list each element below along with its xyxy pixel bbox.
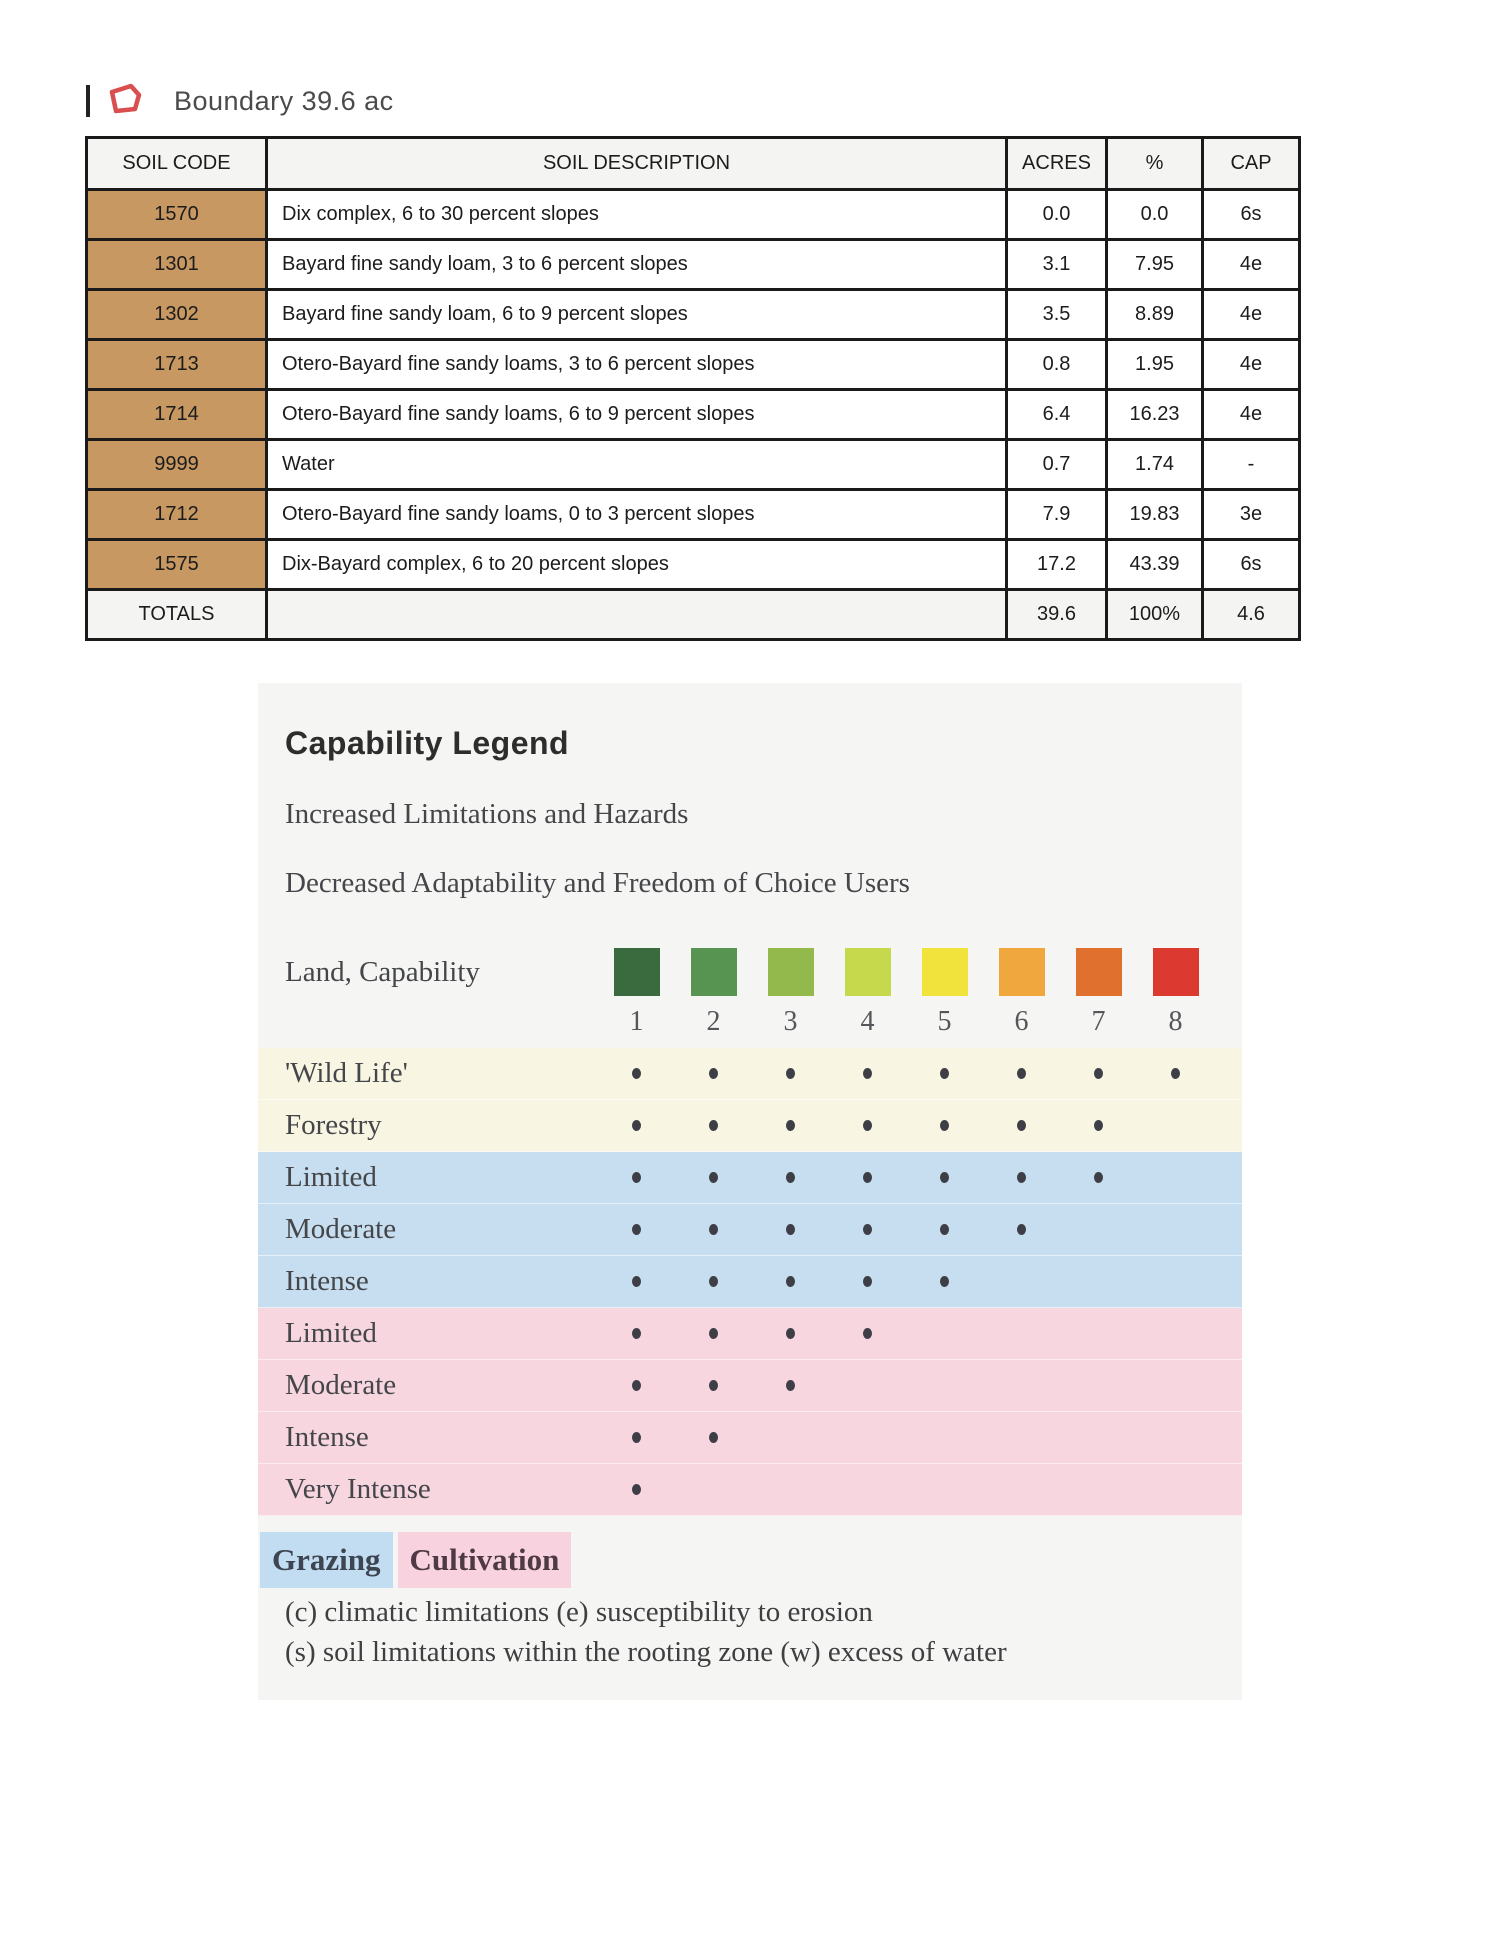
row-label: Intense	[285, 1265, 369, 1297]
acres-cell: 3.1	[1007, 240, 1107, 290]
cap-cell: 4e	[1203, 390, 1300, 440]
row-label: Moderate	[285, 1213, 397, 1245]
soil-description-cell: Dix complex, 6 to 30 percent slopes	[267, 190, 1007, 240]
soil-code-cell: 1575	[87, 540, 267, 590]
capability-swatch-3	[768, 948, 814, 996]
dot-row	[598, 1048, 1242, 1099]
page-title: Boundary 39.6 ac	[174, 85, 394, 116]
soil-code-cell: 1713	[87, 340, 267, 390]
soil-code-cell: 1714	[87, 390, 267, 440]
legend-row-grazing-limited	[258, 1152, 1242, 1204]
table-row	[87, 490, 1300, 540]
report-header	[86, 82, 394, 120]
cultivation-key-label: Cultivation	[398, 1532, 572, 1588]
dot-row	[598, 1464, 1242, 1515]
soil-description-cell: Dix-Bayard complex, 6 to 20 percent slopes	[267, 540, 1007, 590]
scale-label: Land, Capability	[285, 955, 480, 988]
row-label: Very Intense	[285, 1473, 431, 1505]
acres-cell: 0.0	[1007, 190, 1107, 240]
legend-row-grazing-intense	[258, 1256, 1242, 1308]
soil-description-cell: Bayard fine sandy loam, 3 to 6 percent slopes	[267, 240, 1007, 290]
table-header-row	[87, 138, 1300, 190]
dot-row	[598, 1100, 1242, 1151]
totals-acres: 39.6	[1007, 590, 1107, 640]
boundary-polygon-icon	[106, 82, 146, 120]
legend-title: Capability Legend	[285, 725, 570, 761]
soil-description-cell: Bayard fine sandy loam, 6 to 9 percent slopes	[267, 290, 1007, 340]
row-label: Limited	[285, 1161, 377, 1193]
cap-cell: -	[1203, 440, 1300, 490]
class-number: 4	[860, 1006, 875, 1037]
cap-cell: 4e	[1203, 290, 1300, 340]
capability-swatch-1	[614, 948, 660, 996]
row-label: Intense	[285, 1421, 369, 1453]
acres-cell: 6.4	[1007, 390, 1107, 440]
soil-code-cell: 1570	[87, 190, 267, 240]
soil-description-cell: Otero-Bayard fine sandy loams, 6 to 9 percent slopes	[267, 390, 1007, 440]
dot-row	[598, 1152, 1242, 1203]
legend-row-wildlife	[258, 1048, 1242, 1100]
soil-code-cell: 1712	[87, 490, 267, 540]
capability-swatch-2	[691, 948, 737, 996]
legend-row-cultivation-intense	[258, 1412, 1242, 1464]
table-row	[87, 390, 1300, 440]
class-number: 7	[1091, 1006, 1106, 1037]
capability-legend-panel	[258, 683, 1242, 1700]
dot-row	[598, 1204, 1242, 1255]
percent-cell: 16.23	[1107, 390, 1203, 440]
percent-cell: 8.89	[1107, 290, 1203, 340]
capability-swatch-5	[922, 948, 968, 996]
table-row	[87, 440, 1300, 490]
table-row	[87, 240, 1300, 290]
soil-description-cell: Otero-Bayard fine sandy loams, 0 to 3 percent slopes	[267, 490, 1007, 540]
legend-row-cultivation-limited	[258, 1308, 1242, 1360]
dot-row	[598, 1412, 1242, 1463]
row-label: Moderate	[285, 1369, 397, 1401]
capability-color-scale	[258, 948, 1242, 996]
dot-row	[598, 1256, 1242, 1307]
totals-percent: 100%	[1107, 590, 1203, 640]
table-row	[87, 190, 1300, 240]
footnote-line: (s) soil limitations within the rooting zone (w) excess of water	[285, 1636, 1007, 1668]
totals-description-empty	[267, 590, 1007, 640]
class-number: 1	[629, 1006, 644, 1037]
class-number: 8	[1168, 1006, 1183, 1037]
cap-cell: 3e	[1203, 490, 1300, 540]
table-row	[87, 290, 1300, 340]
legend-row-cultivation-very-intense	[258, 1464, 1242, 1516]
soil-code-cell: 1302	[87, 290, 267, 340]
legend-row-grazing-moderate	[258, 1204, 1242, 1256]
soil-description-cell: Water	[267, 440, 1007, 490]
capability-swatch-8	[1153, 948, 1199, 996]
percent-cell: 0.0	[1107, 190, 1203, 240]
legend-row-forestry	[258, 1100, 1242, 1152]
acres-cell: 0.8	[1007, 340, 1107, 390]
table-row	[87, 540, 1300, 590]
percent-cell: 19.83	[1107, 490, 1203, 540]
percent-cell: 43.39	[1107, 540, 1203, 590]
table-row	[87, 340, 1300, 390]
acres-cell: 17.2	[1007, 540, 1107, 590]
totals-cap: 4.6	[1203, 590, 1300, 640]
totals-row	[87, 590, 1300, 640]
footnote-line: (c) climatic limitations (e) susceptibility to erosion	[285, 1596, 873, 1628]
soil-code-cell: 1301	[87, 240, 267, 290]
cap-cell: 4e	[1203, 240, 1300, 290]
column-header-acres: ACRES	[1007, 138, 1107, 190]
dot-row	[598, 1308, 1242, 1359]
class-number: 2	[706, 1006, 721, 1037]
legend-subtitle-limitations: Increased Limitations and Hazards	[285, 798, 689, 830]
soil-description-cell: Otero-Bayard fine sandy loams, 3 to 6 percent slopes	[267, 340, 1007, 390]
capability-swatch-7	[1076, 948, 1122, 996]
soil-summary-table	[85, 136, 1301, 641]
column-header-soil-code: SOIL CODE	[87, 138, 267, 190]
legend-subtitle-adaptability: Decreased Adaptability and Freedom of Choice Users	[285, 867, 910, 899]
legend-row-cultivation-moderate	[258, 1360, 1242, 1412]
class-number: 3	[783, 1006, 798, 1037]
row-label: Forestry	[285, 1109, 382, 1141]
acres-cell: 3.5	[1007, 290, 1107, 340]
header-divider-bar	[86, 85, 90, 117]
cap-cell: 6s	[1203, 540, 1300, 590]
column-header-percent: %	[1107, 138, 1203, 190]
grazing-key-label: Grazing	[260, 1532, 393, 1588]
row-label: Limited	[285, 1317, 377, 1349]
column-header-cap: CAP	[1203, 138, 1300, 190]
class-number: 6	[1014, 1006, 1029, 1037]
capability-swatch-4	[845, 948, 891, 996]
percent-cell: 7.95	[1107, 240, 1203, 290]
row-label: 'Wild Life'	[285, 1057, 408, 1089]
class-number: 5	[937, 1006, 952, 1037]
capability-swatch-6	[999, 948, 1045, 996]
soil-code-cell: 9999	[87, 440, 267, 490]
capability-class-numbers	[258, 996, 1242, 1048]
column-header-soil-description: SOIL DESCRIPTION	[267, 138, 1007, 190]
group-key-labels	[260, 1532, 1242, 1588]
acres-cell: 0.7	[1007, 440, 1107, 490]
acres-cell: 7.9	[1007, 490, 1107, 540]
legend-footnotes	[285, 1592, 1242, 1672]
cap-cell: 6s	[1203, 190, 1300, 240]
percent-cell: 1.95	[1107, 340, 1203, 390]
dot-row	[598, 1360, 1242, 1411]
percent-cell: 1.74	[1107, 440, 1203, 490]
cap-cell: 4e	[1203, 340, 1300, 390]
totals-label: TOTALS	[87, 590, 267, 640]
